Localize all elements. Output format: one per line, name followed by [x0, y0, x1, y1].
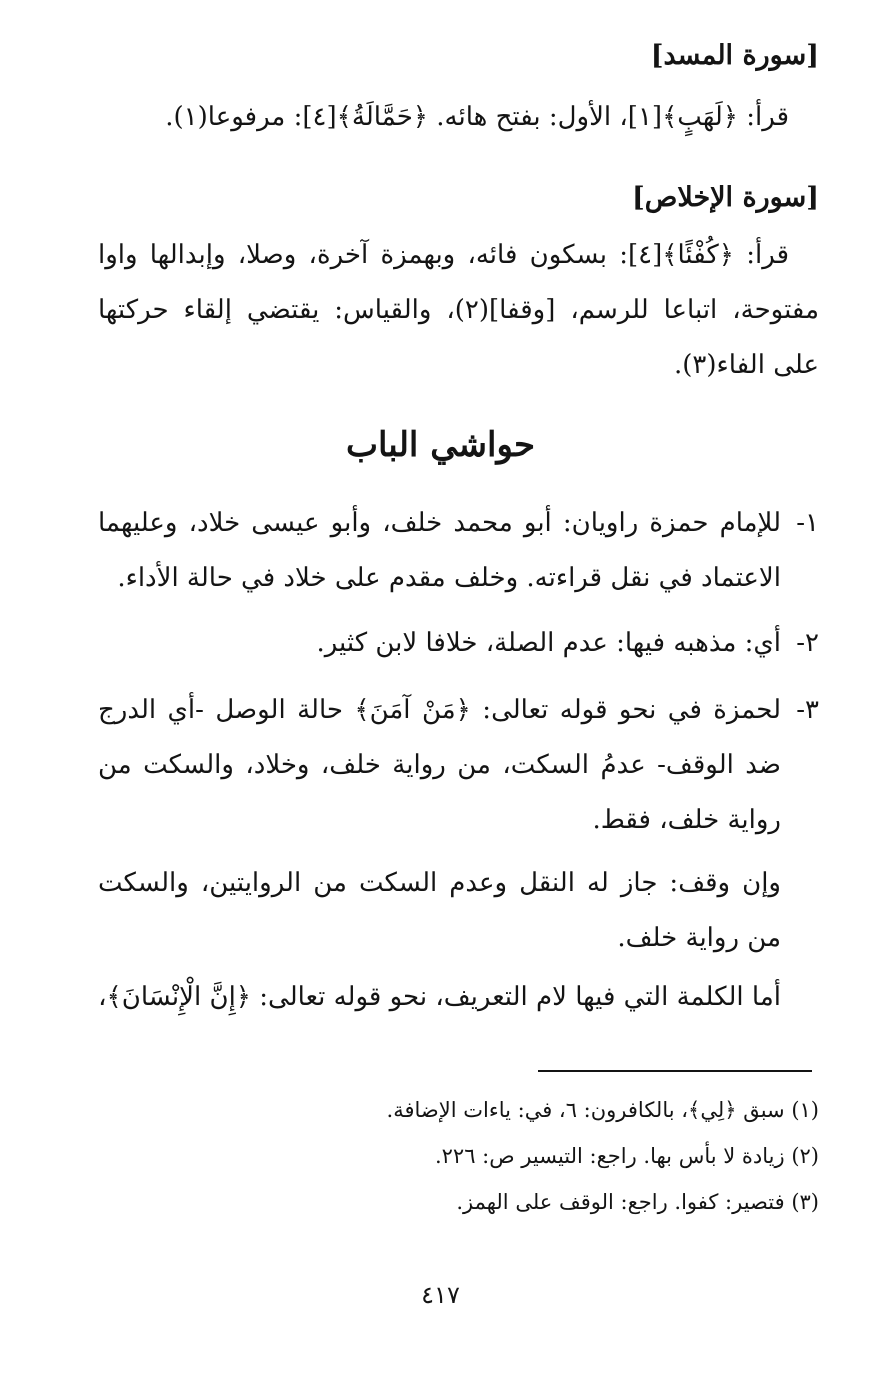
footnote-1: (١) سبق ﴿لِي﴾، بالكافرون: ٦، في: ياءات الإضافة.	[386, 1098, 819, 1122]
footnote-separator	[538, 1070, 812, 1072]
surah-masad-heading: [سورة المسد]	[650, 40, 819, 71]
page-number: ٤١٧	[421, 1281, 460, 1309]
note-3-amma-paragraph: أما الكلمة التي فيها لام التعريف، نحو قوله تعالى: ﴿إِنَّ الْإِنْسَانَ﴾،	[98, 982, 781, 1012]
footnote-2: (٢) زيادة لا بأس بها. راجع: التيسير ص: ٢٢٦.	[434, 1144, 819, 1168]
note-1-text: للإمام حمزة راويان: أبو محمد خلف، وأبو عيسى خلاد، وعليهما الاعتماد في نقل قراءته. وخلف مقدم على خلاد في حالة الأداء.	[98, 508, 781, 593]
surah-masad-text: قرأ: ﴿لَهَبٍ﴾[١]، الأول: بفتح هائه. ﴿حَمَّالَةُ﴾[٤]: مرفوعا(١).	[165, 102, 789, 132]
notes-title: حواشي الباب	[345, 425, 536, 465]
note-3-number: ٣-	[796, 695, 819, 725]
surah-ikhlas-text: قرأ: ﴿كُفْئًا﴾[٤]: بسكون فائه، وبهمزة آخرة، وصلا، وإبدالها واوا مفتوحة، اتباعا للرسم، [وقفا](٢)، والقياس: يقتضي إلقاء حركتها على الفاء(٣).	[98, 240, 819, 380]
note-3-waqf-paragraph: وإن وقف: جاز له النقل وعدم السكت من الروايتين، والسكت من رواية خلف.	[98, 868, 781, 953]
note-2-text: أي: مذهبه فيها: عدم الصلة، خلافا لابن كثير.	[316, 628, 781, 658]
note-1-number: ١-	[796, 508, 819, 538]
surah-ikhlas-heading: [سورة الإخلاص]	[631, 182, 819, 213]
footnote-3: (٣) فتصير: كفوا. راجع: الوقف على الهمز.	[456, 1190, 819, 1214]
note-2-number: ٢-	[796, 628, 819, 658]
note-3-text: لحمزة في نحو قوله تعالى: ﴿مَنْ آمَنَ﴾ حالة الوصل -أي الدرج ضد الوقف- عدمُ السكت، من رواية خلف، وخلاد، والسكت من رواية خلف، فقط.	[98, 695, 781, 835]
